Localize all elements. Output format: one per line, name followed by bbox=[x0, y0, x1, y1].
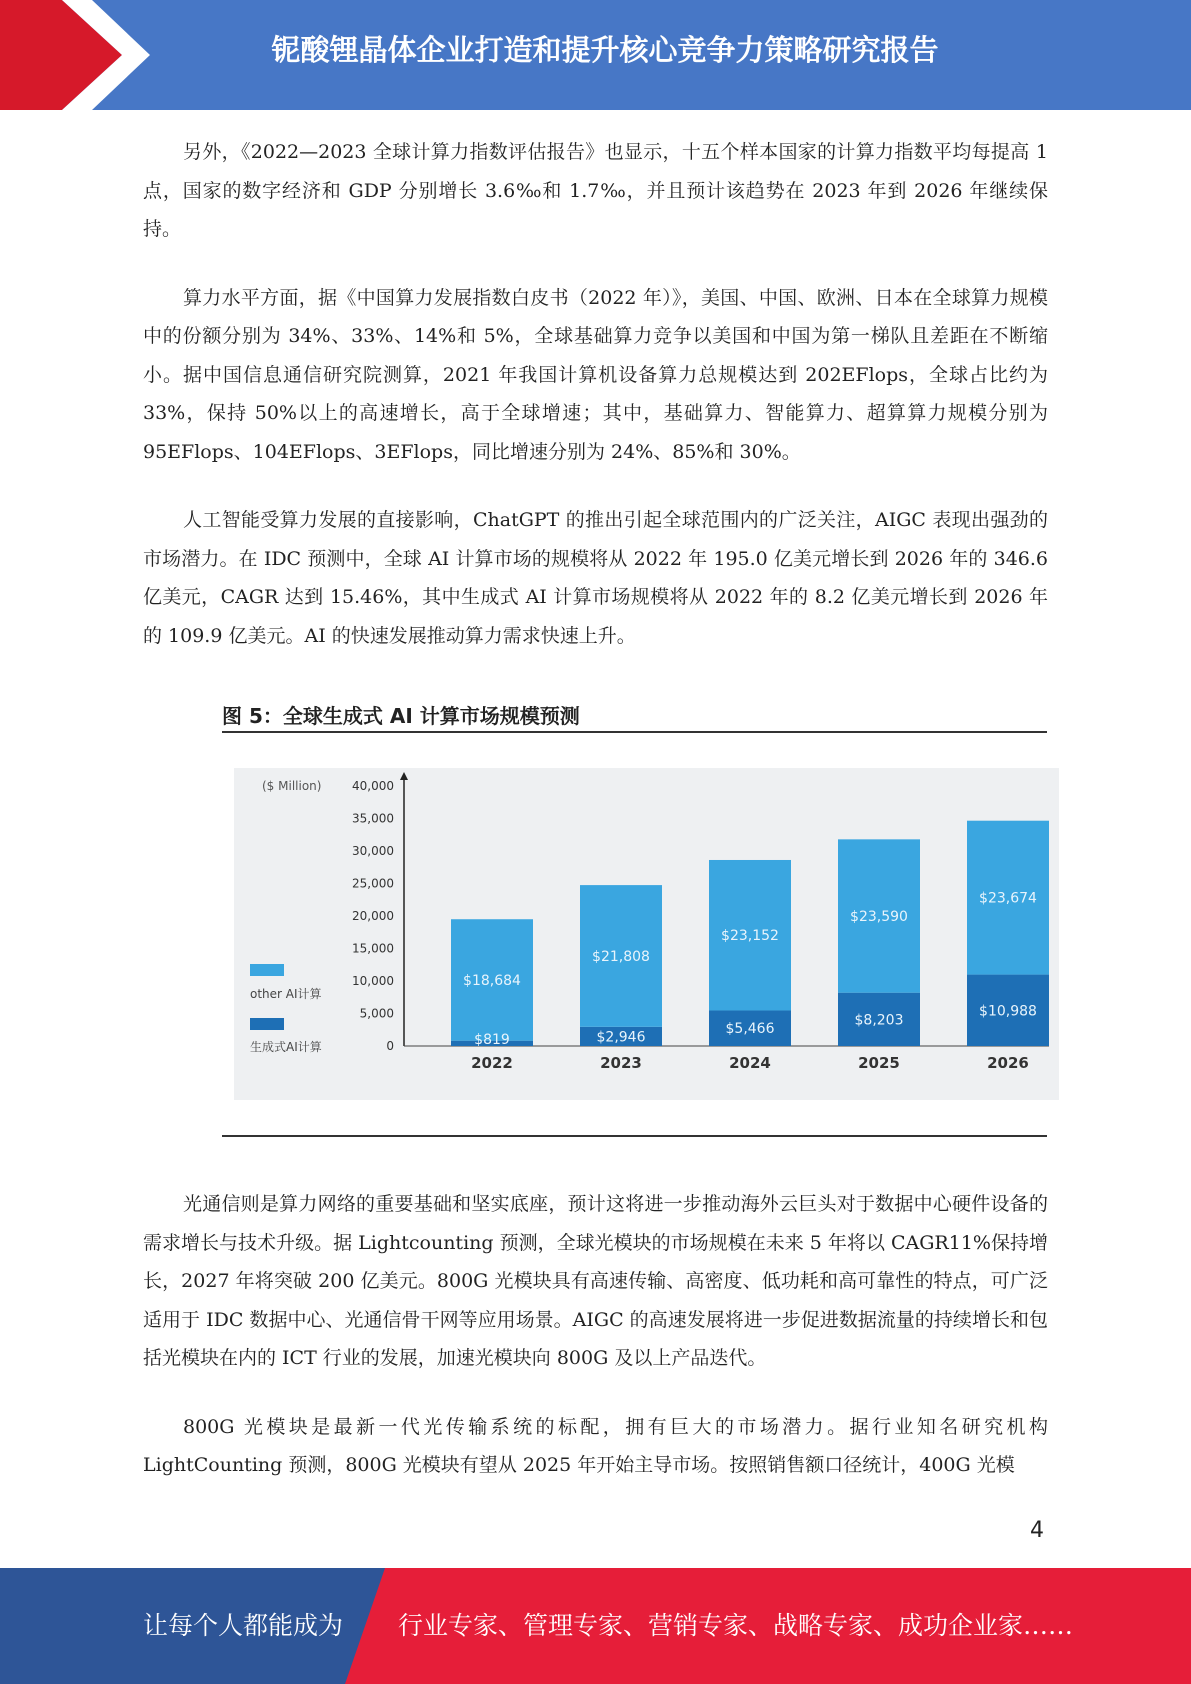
y-tick-label: 30,000 bbox=[352, 844, 394, 858]
chart-panel bbox=[234, 768, 1059, 1100]
x-tick-label: 2025 bbox=[858, 1054, 900, 1072]
bar-label-other-2024: $23,152 bbox=[721, 928, 779, 945]
legend-label-other: other AI计算 bbox=[250, 987, 322, 1001]
y-tick-label: 40,000 bbox=[352, 779, 394, 793]
x-tick-label: 2022 bbox=[471, 1054, 513, 1072]
paragraph: 算力水平方面，据《中国算力发展指数白皮书（2022 年）》，美国、中国、欧洲、日本在全球算力规模中的份额分别为 34%、33%、14%和 5%，全球基础算力竞争以美国和中国为第一梯队且差距在不断缩小。据中国信息通信研究院测算，2021 年我国计算机设备算力总规模达到 202EFlops，全球占比约为 33%，保持 50%以上的高速增长，高于全球增速；其中，基础算力、智能算力、超算算力规模分别为 95EFlops、104EFlops、3EFlops，同比增速分别为 24%、85%和 30%。 bbox=[143, 286, 1048, 463]
bar-label-genai-2026: $10,988 bbox=[979, 1003, 1037, 1020]
y-tick-label: 35,000 bbox=[352, 811, 394, 826]
figure-rule-bottom bbox=[222, 1135, 1047, 1137]
bar-label-genai-2025: $8,203 bbox=[854, 1012, 904, 1029]
bar-label-other-2022: $18,684 bbox=[463, 972, 521, 989]
paragraph: 800G 光模块是最新一代光传输系统的标配，拥有巨大的市场潜力。据行业知名研究机构 LightCounting 预测，800G 光模块有望从 2025 年开始主导市场。按照销售额口径统计，400G 光模 bbox=[143, 1415, 1048, 1476]
bar-label-genai-2024: $5,466 bbox=[725, 1021, 775, 1038]
body-text-bottom bbox=[143, 1185, 1048, 1485]
legend-swatch-genai bbox=[250, 1018, 284, 1030]
paragraph: 人工智能受算力发展的直接影响，ChatGPT 的推出引起全球范围内的广泛关注，AIGC 表现出强劲的市场潜力。在 IDC 预测中，全球 AI 计算市场的规模将从 2022 年 195.0 亿美元增长到 2026 年的 346.6 亿美元，CAGR 达到 15.46%，其中生成式 AI 计算市场规模将从 2022 年的 8.2 亿美元增长到 2026 年的 109.9 亿美元。AI 的快速发展推动算力需求快速上升。 bbox=[143, 509, 1048, 647]
page-number: 4 bbox=[1030, 1518, 1044, 1543]
y-tick-label: 20,000 bbox=[352, 909, 394, 923]
paragraph: 光通信则是算力网络的重要基础和坚实底座，预计这将进一步推动海外云巨头对于数据中心硬件设备的需求增长与技术升级。据 Lightcounting 预测，全球光模块的市场规模在未来 5 年将以 CAGR11%保持增长，2027 年将突破 200 亿美元。800G 光模块具有高速传输、高密度、低功耗和高可靠性的特点，可广泛适用于 IDC 数据中心、光通信骨干网等应用场景。AIGC 的高速发展将进一步促进数据流量的持续增长和包括光模块在内的 ICT 行业的发展，加速光模块向 800G 及以上产品迭代。 bbox=[143, 1193, 1048, 1369]
page-header bbox=[0, 0, 1191, 110]
page-footer bbox=[0, 1568, 1191, 1684]
bar-label-other-2026: $23,674 bbox=[979, 890, 1037, 907]
x-tick-label: 2023 bbox=[600, 1054, 642, 1072]
y-tick-label: 25,000 bbox=[352, 876, 394, 891]
y-tick-label: 10,000 bbox=[352, 974, 394, 988]
bar-chart bbox=[234, 768, 1059, 1100]
legend-swatch-other bbox=[250, 964, 284, 976]
legend-label-genai: 生成式AI计算 bbox=[250, 1040, 322, 1054]
bar-label-other-2025: $23,590 bbox=[850, 909, 908, 926]
y-axis-label: ($ Million) bbox=[262, 779, 322, 793]
header-arrow-decoration bbox=[0, 0, 150, 110]
figure-5 bbox=[208, 690, 1068, 1140]
footer-slogan-left: 让每个人都能成为 bbox=[143, 1611, 344, 1640]
report-title: 铌酸锂晶体企业打造和提升核心竞争力策略研究报告 bbox=[271, 33, 939, 67]
footer-slogan-right: 行业专家、管理专家、营销专家、战略专家、成功企业家…… bbox=[398, 1611, 1074, 1640]
body-text-top bbox=[143, 133, 1048, 655]
x-tick-label: 2024 bbox=[729, 1054, 771, 1072]
figure-title: 图 5：全球生成式 AI 计算市场规模预测 bbox=[222, 704, 580, 728]
y-tick-label: 0 bbox=[386, 1039, 394, 1053]
bar-label-genai-2023: $2,946 bbox=[596, 1029, 646, 1046]
bar-label-genai-2022: $819 bbox=[474, 1032, 510, 1048]
x-tick-label: 2026 bbox=[987, 1054, 1029, 1072]
y-axis-arrow bbox=[400, 772, 408, 780]
paragraph: 另外，《2022—2023 全球计算力指数评估报告》也显示，十五个样本国家的计算力指数平均每提高 1 点，国家的数字经济和 GDP 分别增长 3.6‰和 1.7‰，并且预计该趋势在 2023 年到 2026 年继续保持。 bbox=[143, 141, 1048, 240]
figure-rule-top bbox=[222, 731, 1047, 733]
y-tick-label: 15,000 bbox=[352, 941, 394, 956]
y-tick-label: 5,000 bbox=[359, 1006, 394, 1021]
bar-label-other-2023: $21,808 bbox=[592, 948, 650, 965]
